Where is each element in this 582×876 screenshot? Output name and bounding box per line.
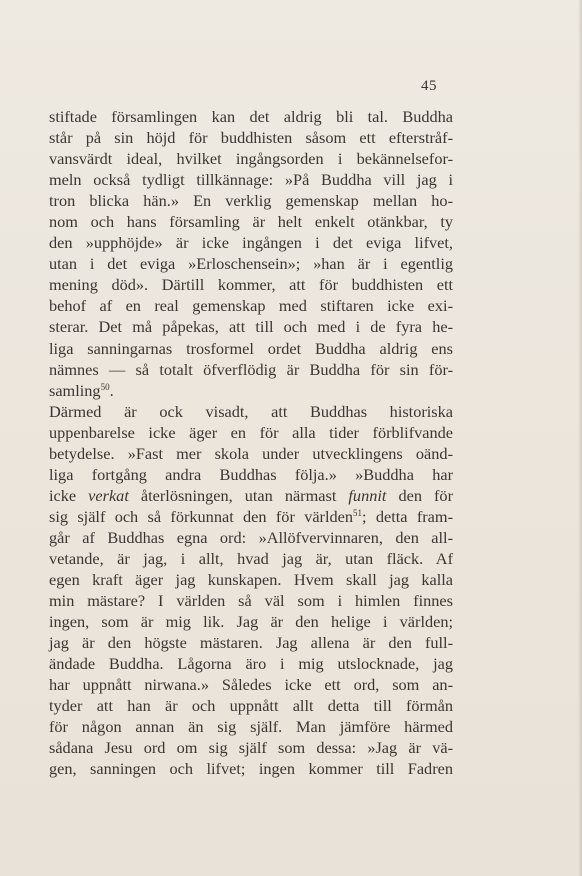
text-line: nom och hans församling är helt enkelt otänkbar, ty bbox=[49, 212, 453, 232]
text-line: sig själf och så förkunnat den för världen$^{51}$; detta fram- bbox=[49, 506, 453, 526]
text-line: jag är den högste mästaren. Jag allena är den full- bbox=[49, 633, 453, 653]
page-number: 45 bbox=[421, 78, 437, 94]
text-line: ingen, som är mig lik. Jag är den helige i världen; bbox=[49, 612, 453, 632]
text-line: liga fortgång andra Buddhas följa.» »Buddha har bbox=[49, 464, 453, 484]
footnote-marker: 50 bbox=[100, 381, 110, 392]
text-line: vetande, är jag, i allt, hvad jag är, utan fläck. Af bbox=[49, 548, 453, 568]
text-line: behof af en real gemenskap med stiftaren icke exi- bbox=[49, 296, 453, 316]
text-line: mening död». Därtill kommer, att för buddhisten ett bbox=[49, 275, 453, 295]
italic-word: verkat bbox=[88, 485, 129, 505]
text-line: för någon annan än sig själf. Man jämföre härmed bbox=[49, 717, 453, 737]
text-line: liga sanningarnas trosformel ordet Buddha aldrig ens bbox=[49, 338, 453, 358]
text-line: står på sin höjd för buddhisten såsom ett efterstråf- bbox=[49, 128, 453, 148]
text-line: sterar. Det må påpekas, att till och med i de fyra he- bbox=[49, 317, 453, 337]
text-line: den »upphöjde» är icke ingången i det eviga lifvet, bbox=[49, 233, 453, 253]
italic-word: funnit bbox=[348, 485, 387, 505]
text-line: nämnes — så totalt öfverflödig är Buddha för sin för- bbox=[49, 359, 453, 379]
text-line: stiftade församlingen kan det aldrig bli tal. Buddha bbox=[49, 107, 453, 126]
body-text bbox=[49, 106, 453, 780]
text-line: meln också tydligt tillkännage: »På Buddha vill jag i bbox=[49, 170, 453, 190]
text-line: vansvärdt ideal, hvilket ingångsorden i bekännelsefor- bbox=[49, 149, 453, 169]
text-line: ändade Buddha. Lågorna äro i mig utslocknade, jag bbox=[49, 654, 453, 674]
text-line: gen, sanningen och lifvet; ingen kommer till Fadren bbox=[49, 759, 453, 779]
text-line: uppenbarelse icke äger en för alla tider förblifvande bbox=[49, 422, 453, 442]
text-line: betydelse. »Fast mer skola under utvecklingens oänd- bbox=[49, 443, 453, 463]
paragraph-start-line: Därmed är ock visadt, att Buddhas historiska bbox=[49, 401, 453, 421]
text-line: icke verkat återlösningen, utan närmast funnit den för bbox=[49, 485, 453, 505]
paragraph-end-line: samling$^{50}$. bbox=[49, 380, 114, 400]
text-line: tyder att han är och uppnått allt detta till förmån bbox=[49, 696, 453, 716]
text-line: min mästare? I världen så väl som i himlen finnes bbox=[49, 591, 453, 611]
text-line: egen kraft äger jag kunskapen. Hvem skall jag kalla bbox=[49, 570, 453, 590]
page-edge-shadow bbox=[578, 0, 582, 876]
text-line: har uppnått nirwana.» Således icke ett ord, som an- bbox=[49, 675, 453, 695]
text-line: tron blicka hän.» En verklig gemenskap mellan ho- bbox=[49, 191, 453, 211]
text-line: utan i det eviga »Erloschensein»; »han är i egentlig bbox=[49, 254, 453, 274]
text-line: går af Buddhas egna ord: »Allöfvervinnaren, den all- bbox=[49, 527, 453, 547]
text-line: sådana Jesu ord om sig själf som dessa: »Jag är vä- bbox=[49, 738, 453, 758]
footnote-marker: 51 bbox=[353, 507, 363, 518]
